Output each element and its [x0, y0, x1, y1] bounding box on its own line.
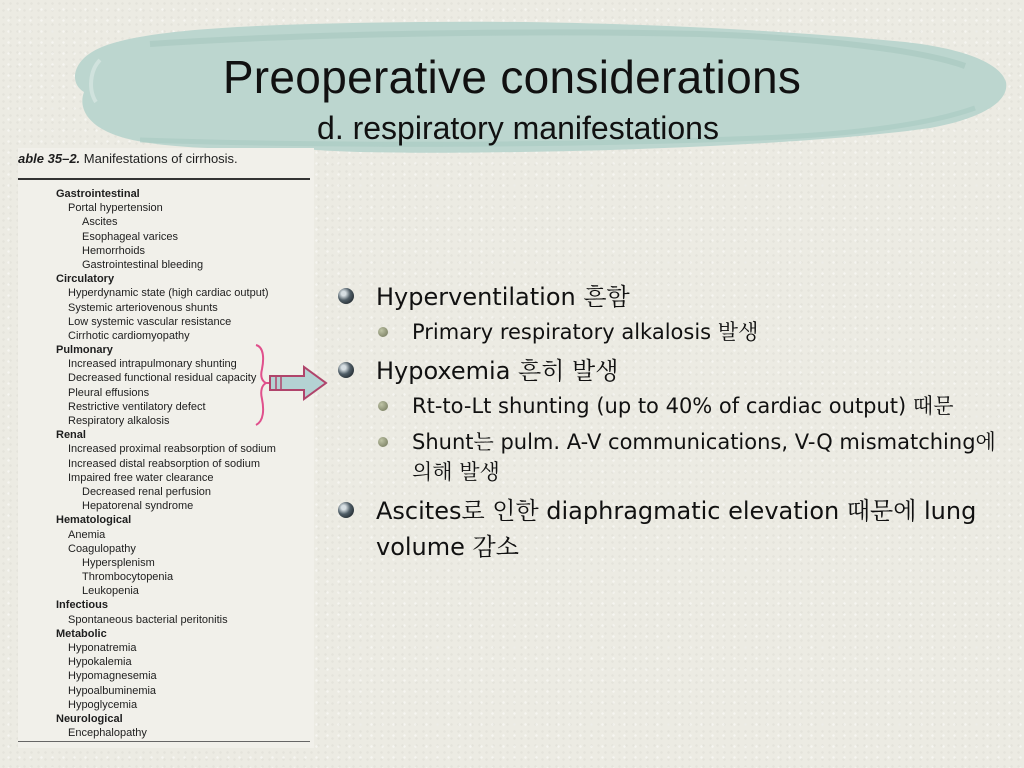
table-rows [18, 187, 314, 740]
table-row: Increased distal reabsorption of sodium [68, 457, 260, 470]
table-row: Hypoalbuminemia [68, 684, 157, 697]
table-row: Thrombocytopenia [82, 571, 174, 584]
table-section-heading: Metabolic [56, 627, 107, 640]
sub-bullet-item [338, 391, 998, 421]
table-caption-text: Manifestations of cirrhosis. [83, 151, 238, 166]
sub-bullet-item [338, 427, 998, 487]
table-row: Leukopenia [82, 585, 139, 598]
table-section-heading: Gastrointestinal [56, 188, 140, 200]
table-row: Anemia [68, 528, 106, 541]
table-section-heading: Neurological [56, 712, 123, 725]
arrow-right-icon [270, 367, 326, 399]
table-row: Cirrhotic cardiomyopathy [68, 329, 190, 342]
table-row: Hemorrhoids [82, 244, 145, 257]
bullet-text: Hypoxemia 흔히 발생 [376, 357, 619, 385]
table-row: Encephalopathy [68, 727, 147, 740]
table-section-heading: Pulmonary [56, 344, 113, 357]
highlight-bracket-arrow [254, 343, 334, 427]
bullet-text: Hyperventilation 흔함 [376, 283, 630, 311]
table-row: Hypersplenism [82, 556, 155, 569]
bullet-text: Primary respiratory alkalosis 발생 [412, 320, 759, 344]
table-row: Systemic arteriovenous shunts [68, 301, 218, 314]
sub-bullet-dot-icon [378, 401, 388, 411]
table-row: Increased proximal reabsorption of sodium [68, 443, 276, 456]
sub-bullet-dot-icon [378, 437, 388, 447]
table-row: Hepatorenal syndrome [82, 500, 194, 513]
table-row: Increased intrapulmonary shunting [68, 358, 237, 371]
bracket-curve [256, 345, 266, 425]
table-row: Restrictive ventilatory defect [68, 400, 206, 413]
bullet-list [338, 279, 998, 567]
table-row: Decreased functional residual capacity [68, 372, 257, 385]
sub-bullet-dot-icon [378, 327, 388, 337]
table-section-heading: Renal [56, 429, 86, 442]
bullet-dot-icon [338, 362, 354, 378]
bullet-item [338, 279, 998, 315]
table-row: Gastrointestinal bleeding [82, 258, 204, 271]
slide-title: Preoperative considerations [222, 51, 802, 103]
bullet-dot-icon [338, 502, 354, 518]
bullet-text: Ascites로 인한 diaphragmatic elevation 때문에 lung volume 감소 [376, 497, 977, 561]
table-row: Pleural effusions [68, 386, 150, 399]
table-row: Esophageal varices [82, 230, 179, 243]
table-row: Hyponatremia [68, 642, 137, 654]
table-row: Low systemic vascular resistance [68, 315, 232, 328]
sub-bullet-item [338, 317, 998, 347]
table-row: Hypomagnesemia [68, 670, 157, 683]
table-bottom-rule [18, 741, 310, 742]
table-row: Hyperdynamic state (high cardiac output) [68, 287, 269, 300]
table-row: Hypokalemia [68, 656, 132, 669]
table-section-heading: Hematological [56, 514, 132, 527]
table-section-heading: Infectious [56, 599, 108, 612]
table-section-heading: Circulatory [56, 273, 115, 286]
bullet-item [338, 493, 998, 565]
table-row: Impaired free water clearance [68, 471, 214, 484]
table-caption [18, 151, 238, 166]
table-row: Decreased renal perfusion [82, 485, 212, 498]
table-row: Ascites [82, 216, 118, 229]
table-top-rule [18, 178, 310, 180]
bullet-item [338, 353, 998, 389]
table-row: Spontaneous bacterial peritonitis [68, 613, 228, 626]
table-row: Portal hypertension [68, 202, 163, 215]
bullet-text: Shunt는 pulm. A-V communications, V-Q mismatching에 의해 발생 [412, 430, 996, 484]
table-row: Respiratory alkalosis [68, 415, 170, 427]
table-caption-number: able 35–2. [18, 151, 81, 166]
slide-subtitle: d. respiratory manifestations [317, 110, 719, 146]
bullet-text: Rt-to-Lt shunting (up to 40% of cardiac output) 때문 [412, 394, 954, 418]
bullet-dot-icon [338, 288, 354, 304]
table-row: Coagulopathy [68, 542, 136, 555]
cirrhosis-manifestations-table [18, 148, 314, 748]
table-row: Hypoglycemia [68, 698, 138, 711]
